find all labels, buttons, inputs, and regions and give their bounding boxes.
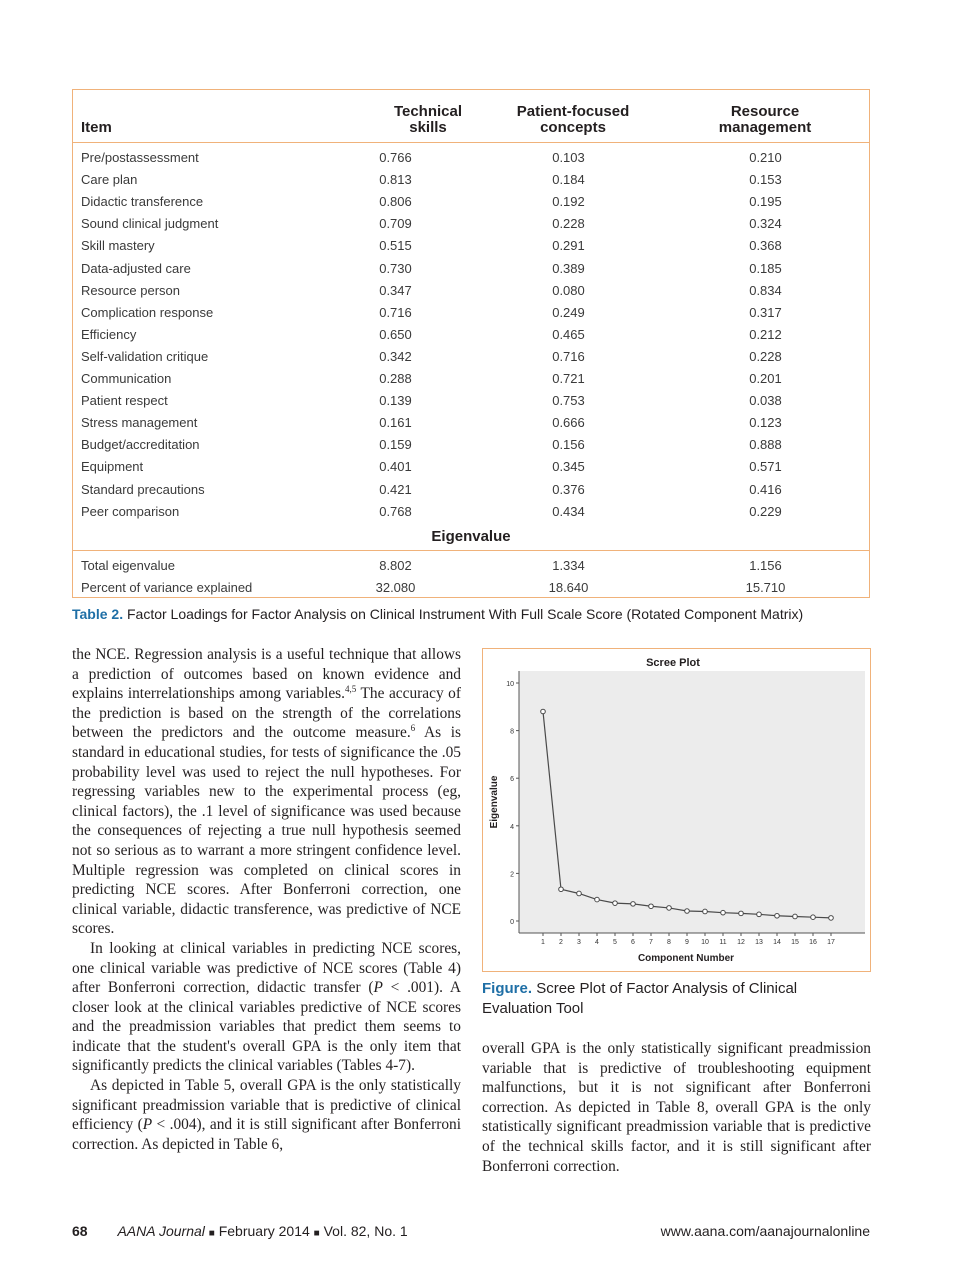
eigen-value: 15.710: [745, 580, 786, 595]
row-label: Didactic transference: [81, 194, 204, 210]
row-value: 0.228: [749, 348, 782, 364]
row-value: 0.159: [379, 437, 412, 453]
data-point: [829, 916, 834, 921]
y-tick-label: 4: [510, 823, 514, 831]
row-value: 0.888: [749, 437, 782, 453]
data-point: [685, 909, 690, 914]
table-row: [73, 367, 869, 389]
figure-caption-label: Figure.: [482, 980, 533, 997]
row-value: 0.515: [379, 238, 412, 254]
data-point: [649, 904, 654, 909]
x-tick-label: 14: [773, 939, 781, 946]
row-value: 0.342: [379, 348, 412, 364]
left-column-text: [72, 645, 461, 1154]
row-value: 0.716: [552, 348, 585, 364]
row-value: 0.834: [749, 282, 782, 298]
row-value: 0.721: [552, 371, 585, 386]
row-label: Standard precautions: [81, 481, 205, 497]
row-value: 0.123: [749, 415, 782, 431]
separator-1: ■: [208, 1228, 215, 1239]
header-patient-line2: concepts: [540, 119, 606, 136]
x-tick-label: 2: [559, 939, 563, 946]
x-tick-label: 15: [791, 939, 799, 946]
row-value: 0.161: [379, 415, 412, 431]
p2-part-a: In looking at clinical variables in predicting NCE scores, one clinical variable was predictive of NCE scores (Table 4) after Bonferroni correction, didactic transfer (: [72, 939, 461, 997]
separator-2: ■: [313, 1228, 320, 1239]
y-tick-label: 2: [510, 871, 514, 879]
header-technical-line1: Technical: [393, 103, 463, 120]
row-label: Resource person: [81, 282, 180, 298]
x-axis-label: Component Number: [637, 953, 735, 964]
header-patient-focused: [493, 104, 653, 136]
row-label: Sound clinical judgment: [81, 216, 219, 232]
row-label: Self-validation critique: [81, 348, 209, 364]
row-value: 0.376: [552, 481, 585, 497]
x-tick-label: 1: [541, 939, 545, 946]
volume: Vol. 82, No. 1: [323, 1223, 408, 1239]
table-row: [73, 146, 869, 168]
footer-left: [72, 1223, 408, 1239]
table-row: [73, 279, 869, 301]
x-tick-label: 17: [827, 939, 835, 946]
x-tick-label: 13: [755, 939, 763, 946]
data-point: [739, 911, 744, 916]
row-value: 0.156: [552, 437, 585, 453]
right-paragraph-1: overall GPA is the only statistically significant preadmission variable that is predictive of troubleshooting equipment malfunctions, but it is not significant after Bonferroni correction. As depicted in Table 8, overall GPA is the only statistically significant preadmission variable that is predictive of the technical skills factor, and it is still significant after Bonferroni correction.: [482, 1040, 871, 1175]
table-row: [73, 411, 869, 433]
row-value: 0.666: [552, 415, 585, 431]
row-value: 0.038: [749, 393, 782, 409]
x-tick-label: 7: [649, 939, 653, 946]
p1-part-b: The accuracy of the prediction is based on the strength of the correlations between the predictors and the outcome measure.: [72, 685, 461, 742]
row-value: 0.291: [552, 238, 585, 254]
table-row: [73, 389, 869, 411]
x-tick-label: 4: [595, 939, 599, 946]
row-value: 0.753: [552, 393, 585, 409]
eigen-value: 1.334: [552, 558, 585, 573]
data-point: [757, 912, 762, 917]
table-row: [73, 323, 869, 345]
x-tick-label: 12: [737, 939, 745, 946]
table-caption-label: Table 2.: [72, 606, 124, 622]
row-value: 0.185: [749, 260, 782, 276]
row-value: 0.716: [379, 304, 412, 320]
row-label: Efficiency: [81, 326, 137, 342]
eigenvalue-divider: [73, 550, 869, 551]
x-tick-label: 9: [685, 939, 689, 946]
eigen-row: [73, 576, 869, 598]
eigen-label: Total eigenvalue: [81, 558, 175, 573]
issue-date: February 2014: [218, 1223, 310, 1239]
data-point: [541, 709, 546, 714]
paragraph-2: [72, 939, 461, 1076]
table-row: [73, 455, 869, 477]
row-value: 0.766: [379, 150, 412, 165]
row-label: Patient respect: [81, 393, 168, 409]
p3-part-a: As depicted in Table 5, overall GPA is the only statistically significant preadmission variable that is predictive of clinical efficiency (: [72, 1077, 461, 1134]
row-value: 0.192: [552, 194, 585, 210]
eigen-label: Percent of variance explained: [81, 580, 253, 595]
table-row: [73, 301, 869, 323]
row-value: 0.416: [749, 481, 782, 497]
table-caption: [72, 606, 892, 622]
p3-part-b: < .004), and it is still significant after Bonferroni correction. As depicted in Table 6,: [72, 1116, 461, 1153]
row-label: Equipment: [81, 459, 144, 475]
x-tick-label: 16: [809, 939, 817, 946]
row-value: 0.434: [552, 503, 585, 519]
eigenvalue-title: Eigenvalue: [431, 528, 511, 545]
row-value: 0.210: [749, 150, 782, 165]
row-value: 0.465: [552, 326, 585, 342]
row-value: 0.212: [749, 326, 782, 342]
row-value: 0.324: [749, 216, 782, 232]
data-point: [613, 901, 618, 906]
table-row: [73, 190, 869, 212]
header-resource-management: [685, 104, 845, 136]
row-label: Skill mastery: [81, 238, 155, 254]
row-value: 0.768: [379, 503, 412, 519]
eigen-value: 1.156: [749, 558, 782, 573]
row-label: Data-adjusted care: [81, 260, 191, 276]
y-tick-label: 6: [510, 776, 514, 784]
journal-name: AANA Journal: [117, 1223, 205, 1239]
header-resource-line2: management: [718, 119, 812, 136]
data-point: [721, 910, 726, 915]
data-point: [631, 902, 636, 907]
table-row: [73, 234, 869, 256]
row-label: Peer comparison: [81, 503, 180, 519]
row-value: 0.249: [552, 304, 585, 320]
row-value: 0.229: [749, 503, 782, 519]
row-value: 0.288: [379, 371, 412, 386]
row-label: Care plan: [81, 172, 138, 188]
y-tick-label: 10: [506, 681, 514, 688]
citation-6: 6: [410, 723, 416, 734]
y-tick-label: 0: [510, 919, 514, 926]
chart-title: Scree Plot: [646, 657, 700, 669]
table-row: [73, 212, 869, 234]
data-point: [595, 897, 600, 902]
row-value: 0.806: [379, 194, 412, 210]
header-divider: [73, 142, 869, 143]
data-point: [577, 891, 582, 896]
header-patient-line1: Patient-focused: [516, 103, 630, 120]
header-item: Item: [81, 119, 112, 136]
header-technical-skills: [348, 104, 508, 136]
row-value: 0.345: [552, 459, 585, 475]
eigen-value: 18.640: [548, 580, 589, 595]
table-row: [73, 433, 869, 455]
row-value: 0.813: [379, 172, 412, 188]
row-value: 0.368: [749, 238, 782, 254]
y-tick-label: 8: [510, 728, 514, 736]
table-row: [73, 345, 869, 367]
row-label: Budget/accreditation: [81, 437, 200, 453]
p1-part-a: the NCE. Regression analysis is a useful technique that allows a prediction of outcomes based on known evidence and explains interrelationships among variables.: [72, 646, 461, 703]
table-row: [73, 257, 869, 279]
plot-background: [519, 671, 865, 933]
row-value: 0.139: [379, 393, 412, 409]
x-tick-label: 3: [577, 939, 581, 946]
scree-plot-chart: [483, 649, 869, 970]
data-point: [559, 887, 564, 892]
p1-part-c: As is standard in educational studies, for tests of significance the .05 probability level was used to reject the null hypotheses. For regressing variables new to the experimental process (eg, clinical factors), the .1 level of significance was used because the consequences of rejecting a true null hypothesis seemed not so serious as to warrant a more stringent confidence level. Multiple regression was completed on clinical scores in predicting NCE scores. After Bonferroni correction, one clinical variable, didactic transference, was predictive of NCE scores.: [72, 724, 461, 938]
row-value: 0.184: [552, 172, 585, 188]
table-row: [73, 168, 869, 190]
header-technical-line2: skills: [409, 119, 447, 136]
row-label: Complication response: [81, 304, 214, 320]
p3-italic-p: P: [142, 1116, 153, 1134]
row-value: 0.401: [379, 459, 412, 475]
factor-loadings-table: [72, 89, 870, 598]
table-caption-text: Factor Loadings for Factor Analysis on Clinical Instrument With Full Scale Score (Rotated Component Matrix): [126, 606, 804, 622]
row-label: Communication: [81, 371, 172, 386]
p2-part-b: < .001). A closer look at the clinical variables predictive of NCE scores and the preadmission variables that predict them seems to indicate that the student's overall GPA is the only item that significantly predicts the clinical variables (Tables 4-7).: [72, 979, 461, 1075]
right-column-text: [482, 1039, 871, 1176]
data-point: [811, 915, 816, 920]
row-value: 0.153: [749, 172, 782, 188]
eigen-value: 32.080: [375, 580, 416, 595]
x-tick-label: 6: [631, 939, 635, 946]
eigen-row: [73, 554, 869, 576]
table-row: [73, 500, 869, 522]
data-point: [667, 906, 672, 911]
citation-4-5: 4,5: [345, 684, 357, 695]
row-value: 0.195: [749, 194, 782, 210]
p2-italic-p: P: [373, 979, 383, 997]
data-point: [703, 909, 708, 914]
row-value: 0.317: [749, 304, 782, 320]
row-value: 0.347: [379, 282, 412, 298]
row-value: 0.571: [749, 459, 782, 475]
x-tick-label: 8: [667, 939, 671, 946]
row-value: 0.389: [552, 260, 585, 276]
table-row: [73, 478, 869, 500]
row-value: 0.650: [379, 326, 412, 342]
row-value: 0.228: [552, 216, 585, 232]
x-tick-label: 10: [701, 939, 709, 946]
row-value: 0.080: [552, 282, 585, 298]
x-tick-label: 11: [719, 939, 727, 946]
header-resource-line1: Resource: [730, 103, 800, 120]
figure-caption-text: Scree Plot of Factor Analysis of Clinical Evaluation Tool: [482, 980, 798, 1017]
data-point: [775, 913, 780, 918]
figure-caption: [482, 979, 871, 1019]
row-value: 0.730: [379, 260, 412, 276]
paragraph-3: [72, 1076, 461, 1154]
paragraph-1: [72, 645, 461, 939]
row-value: 0.201: [749, 371, 782, 386]
eigen-value: 8.802: [379, 558, 412, 573]
row-value: 0.709: [379, 216, 412, 232]
row-label: Pre/postassessment: [81, 150, 199, 165]
x-tick-label: 5: [613, 939, 617, 946]
scree-plot-figure: [482, 648, 871, 972]
data-point: [793, 914, 798, 919]
page-number: 68: [72, 1223, 88, 1239]
footer-url[interactable]: www.aana.com/aanajournalonline: [660, 1223, 870, 1239]
y-axis-label: Eigenvalue: [489, 775, 500, 829]
row-label: Stress management: [81, 415, 198, 431]
row-value: 0.103: [552, 150, 585, 165]
row-value: 0.421: [379, 481, 412, 497]
